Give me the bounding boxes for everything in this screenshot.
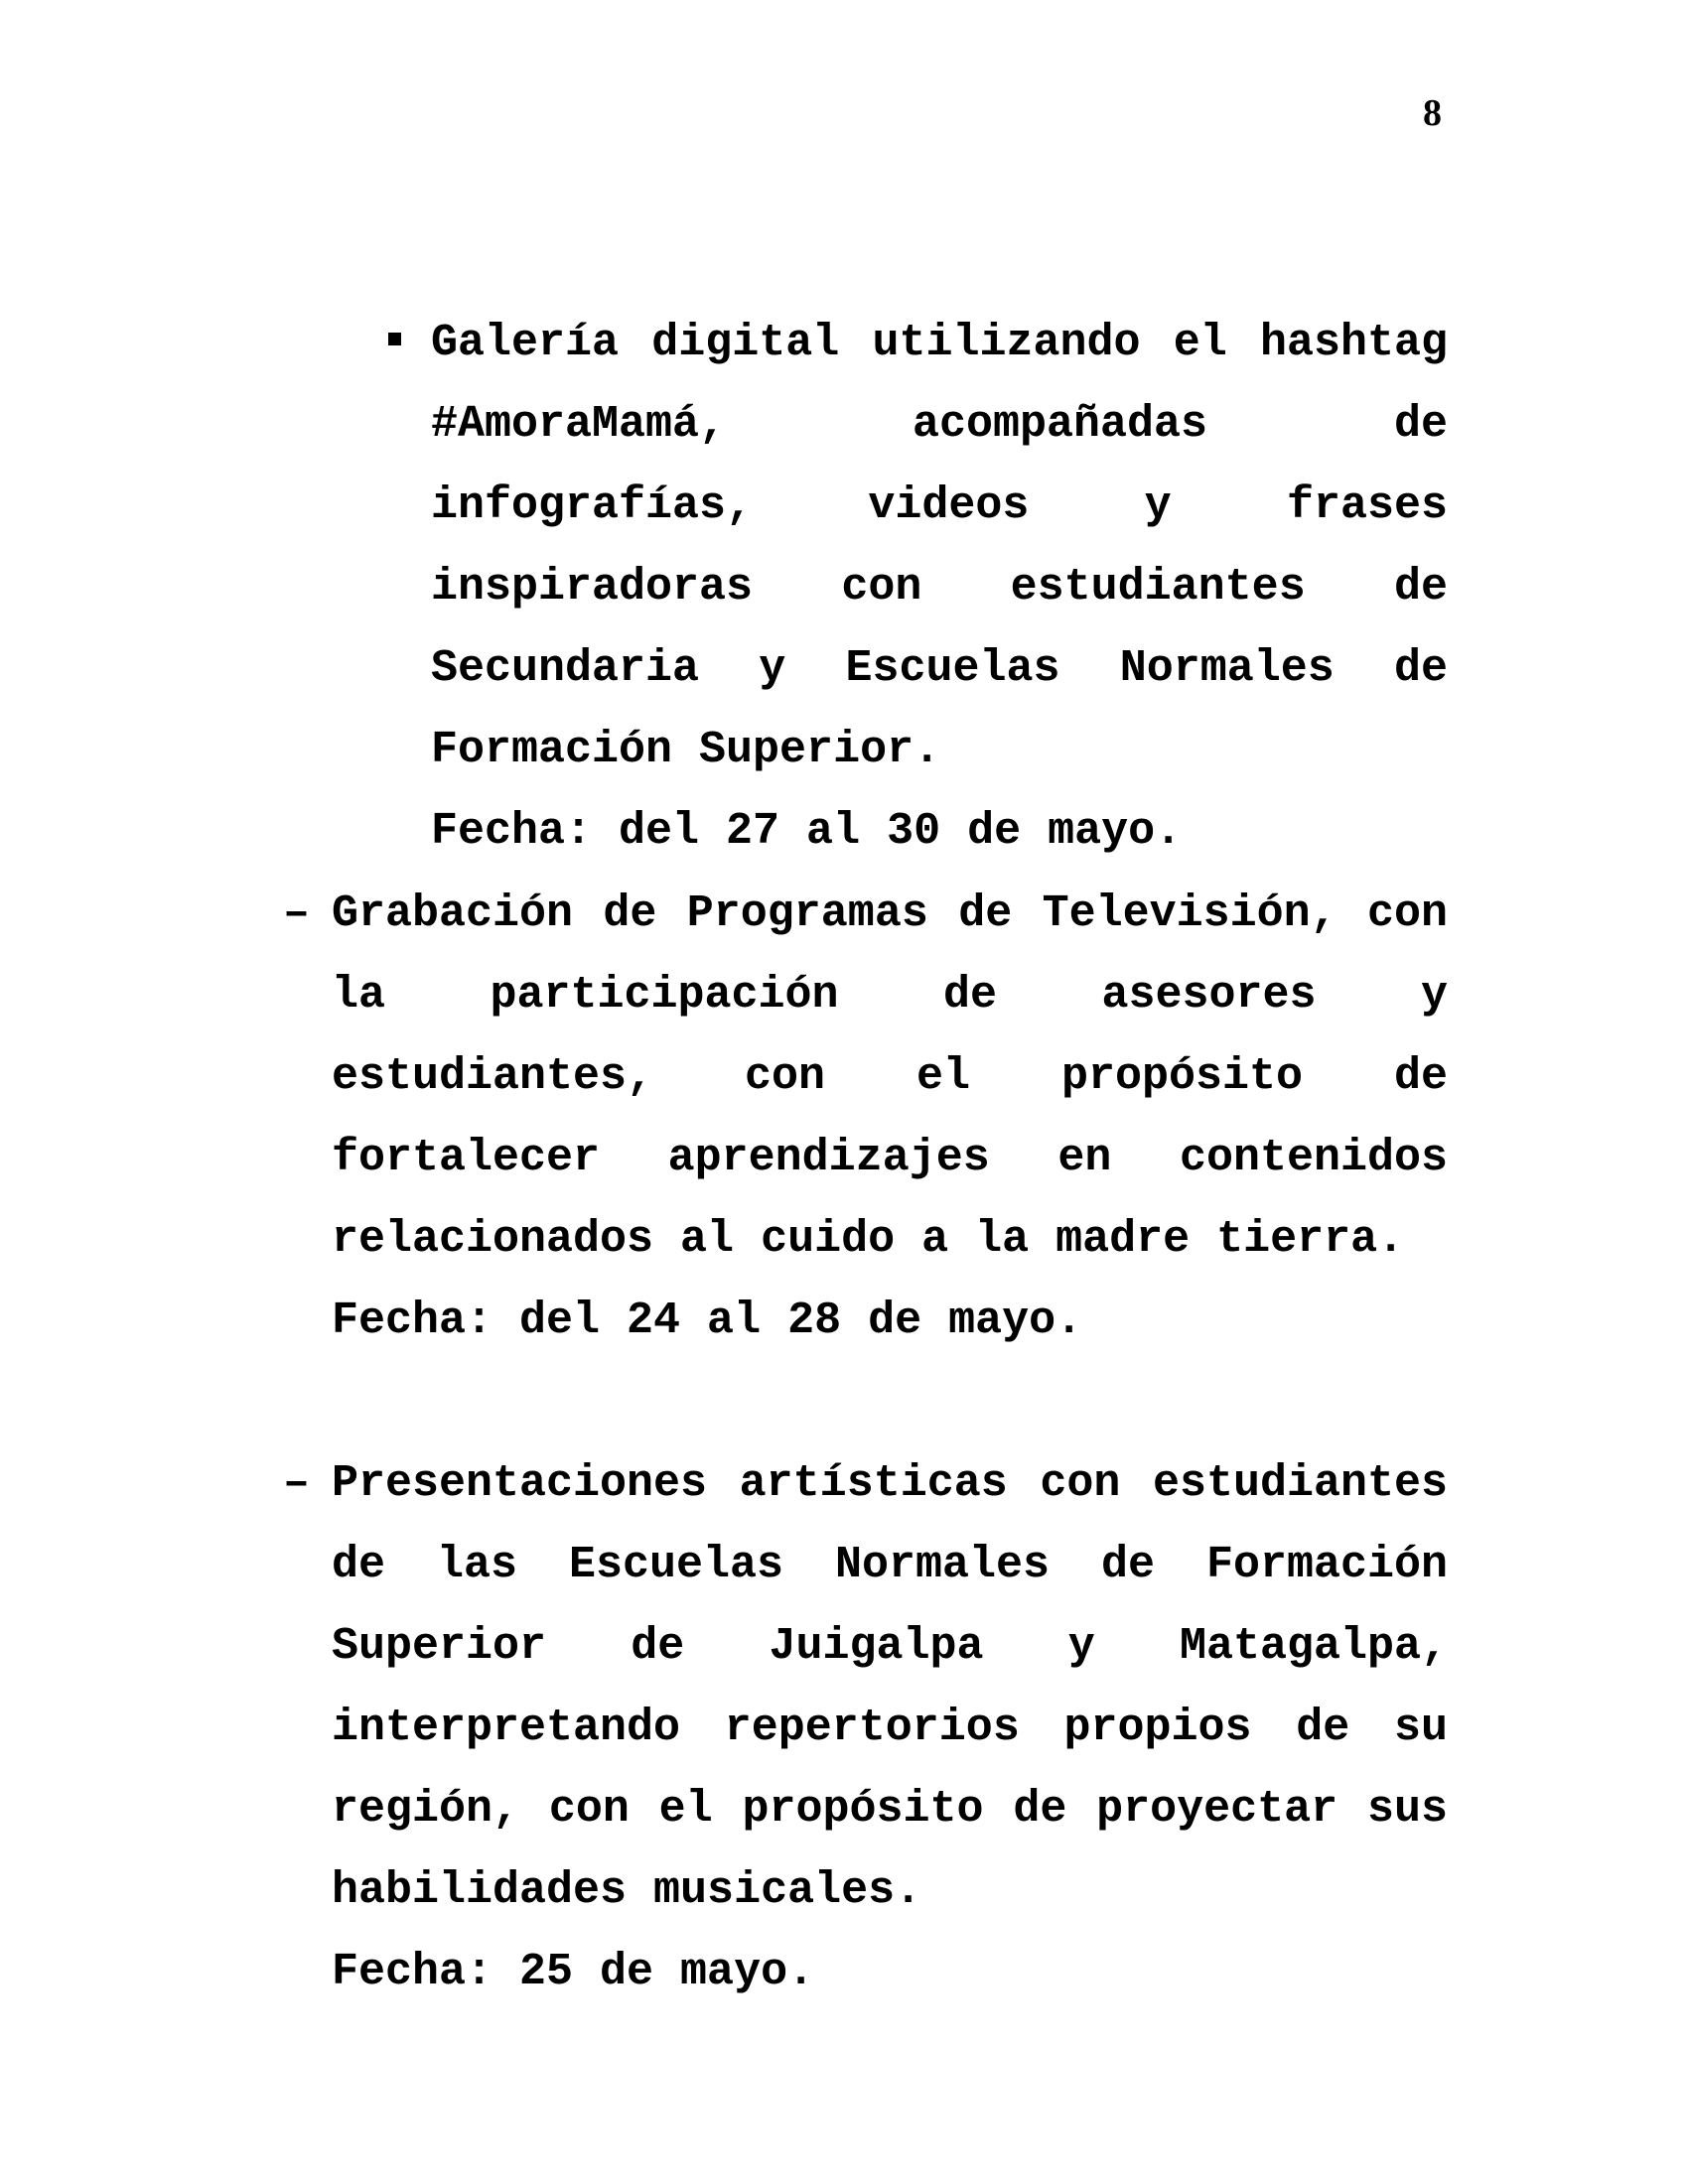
page-number: 8: [1423, 92, 1442, 134]
dash-bullet-icon: –: [283, 1458, 311, 1509]
list-item: [431, 303, 1448, 873]
list-item-date: Fecha: del 24 al 28 de mayo.: [332, 1296, 1083, 1346]
list-item-text: Presentaciones artísticas con estudiantes de las Escuelas Normales de Formación Superior de Juigalpa y Matagalpa, interpretando repertorios propios de su región, con el propósito de proyectar sus habilidades musicales.: [332, 1458, 1448, 1916]
list-item-text: Grabación de Programas de Televisión, con la participación de asesores y estudiantes, con el propósito de fortalecer aprendizajes en contenidos relacionados al cuido a la madre tierra.: [332, 888, 1448, 1265]
dash-bullet-icon: –: [283, 888, 311, 939]
list-item-date: Fecha: 25 de mayo.: [332, 1947, 815, 1997]
list-item: [283, 874, 1448, 1362]
list-item-date: Fecha: del 27 al 30 de mayo.: [431, 806, 1183, 857]
square-bullet-icon: [388, 333, 401, 345]
list-item-text: Galería digital utilizando el hashtag #AmoraMamá, acompañadas de infografías, videos y frases inspiradoras con estudiantes de Secundaria y Escuelas Normales de Formación Superior.: [431, 318, 1448, 775]
list-item: [283, 1443, 1448, 2013]
